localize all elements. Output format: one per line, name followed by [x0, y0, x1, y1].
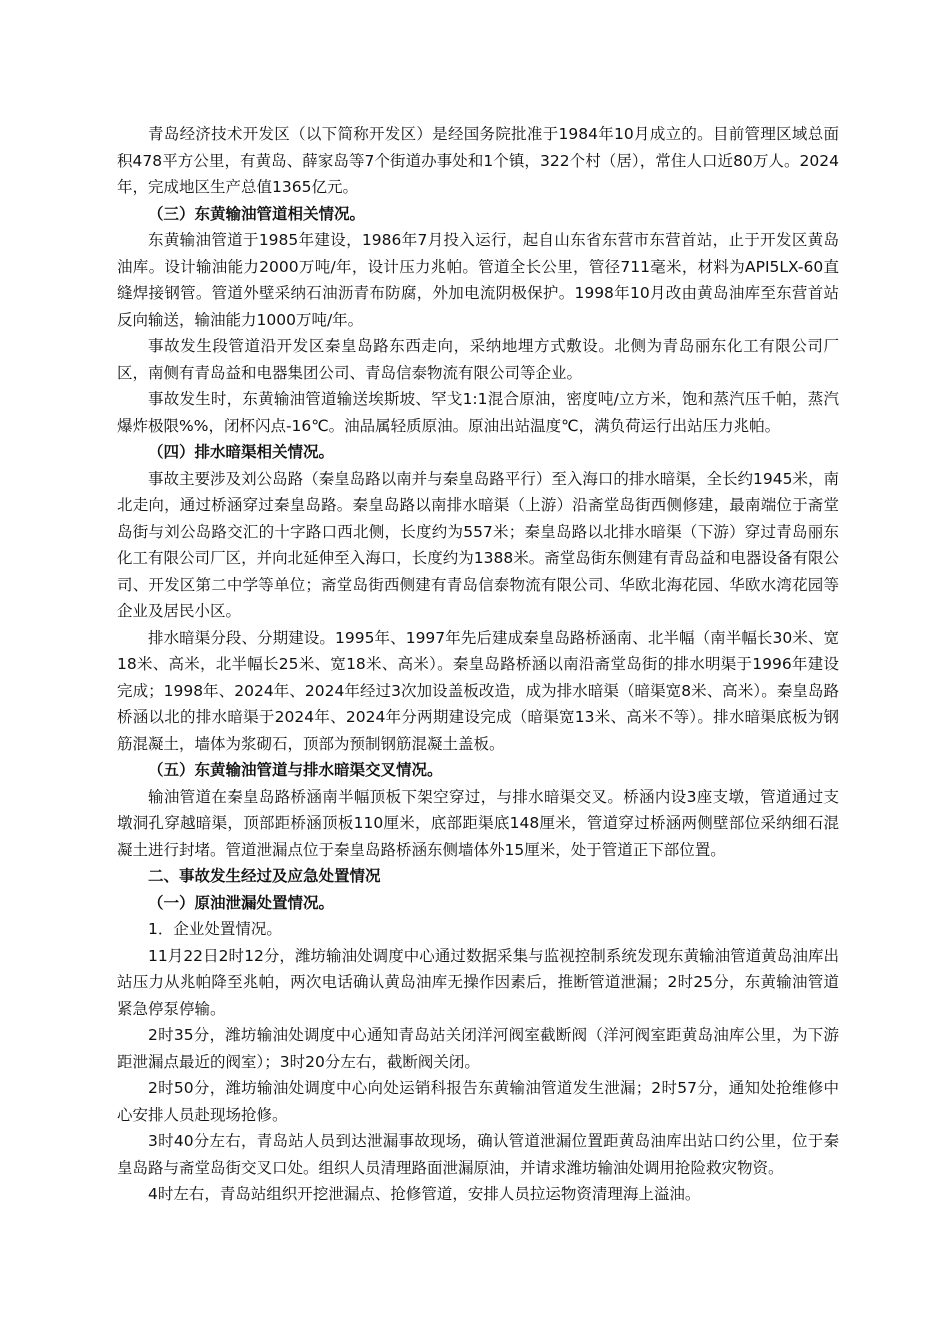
paragraph: 2时50分，潍坊输油处调度中心向处运销科报告东黄输油管道发生泄漏；2时57分，通知处抢维修中心安排人员赴现场抢修。 [117, 1079, 839, 1124]
paragraph: 3时40分左右，青岛站人员到达泄漏事故现场，确认管道泄漏位置距黄岛油库出站口约公里，位于秦皇岛路与斋堂岛街交叉口处。组织人员清理路面泄漏原油，并请求潍坊输油处调用抢险救灾物资。 [117, 1132, 839, 1177]
section-heading: （一）原油泄漏处置情况。 [148, 893, 335, 912]
paragraph: 2时35分，潍坊输油处调度中心通知青岛站关闭洋河阀室截断阀（洋河阀室距黄岛油库公里，为下游距泄漏点最近的阀室）；3时20分左右，截断阀关闭。 [117, 1026, 839, 1071]
paragraph: 11月22日2时12分，潍坊输油处调度中心通过数据采集与监视控制系统发现东黄输油管道黄岛油库出站压力从兆帕降至兆帕，两次电话确认黄岛油库无操作因素后，推断管道泄漏；2时25分，东黄输油管道紧急停泵停输。 [117, 946, 839, 1018]
section-heading: （三）东黄输油管道相关情况。 [148, 204, 366, 223]
section-heading: （五）东黄输油管道与排水暗渠交叉情况。 [148, 761, 443, 779]
chapter-heading: 二、事故发生经过及应急处置情况 [148, 867, 381, 885]
paragraph: 青岛经济技术开发区（以下简称开发区）是经国务院批准于1984年10月成立的。目前管理区域总面积478平方公里，有黄岛、薛家岛等7个街道办事处和1个镇，322个村（居），常住人口近80万人。2024年，完成地区生产总值1365亿元。 [117, 125, 839, 196]
paragraph: 东黄输油管道于1985年建设，1986年7月投入运行，起自山东省东营市东营首站，止于开发区黄岛油库。设计输油能力2000万吨/年，设计压力兆帕。管道全长公里，管径711毫米，材料为API5LX-60直缝焊接钢管。管道外壁采纳石油沥青布防腐，外加电流阴极保护。1998年10月改由黄岛油库至东营首站反向输送，输油能力1000万吨/年。 [117, 231, 839, 329]
paragraph: 输油管道在秦皇岛路桥涵南半幅顶板下架空穿过，与排水暗渠交叉。桥涵内设3座支墩，管道通过支墩洞孔穿越暗渠，顶部距桥涵顶板110厘米，底部距渠底148厘米，管道穿过桥涵两侧壁部位采纳细石混凝土进行封堵。管道泄漏点位于秦皇岛路桥涵东侧墙体外15厘米，处于管道正下部位置。 [117, 787, 839, 859]
paragraph: 事故主要涉及刘公岛路（秦皇岛路以南并与秦皇岛路平行）至入海口的排水暗渠，全长约1945米，南北走向，通过桥涵穿过秦皇岛路。秦皇岛路以南排水暗渠（上游）沿斋堂岛街西侧修建，最南端位于斋堂岛街与刘公岛路交汇的十字路口西北侧，长度约为557米；秦皇岛路以北排水暗渠（下游）穿过青岛丽东化工有限公司厂区，并向北延伸至入海口，长度约为1388米。斋堂岛街东侧建有青岛益和电器设备有限公司、开发区第二中学等单位；斋堂岛街西侧建有青岛信泰物流有限公司、华欧北海花园、华欧水湾花园等企业及居民小区。 [117, 469, 839, 620]
document-body [117, 121, 839, 1208]
subsection-heading: 1．企业处置情况。 [148, 920, 282, 938]
section-heading: （四）排水暗渠相关情况。 [148, 443, 335, 461]
paragraph: 4时左右，青岛站组织开挖泄漏点、抢修管道，安排人员拉运物资清理海上溢油。 [148, 1185, 701, 1203]
paragraph: 事故发生段管道沿开发区秦皇岛路东西走向，采纳地埋方式敷设。北侧为青岛丽东化工有限公司厂区，南侧有青岛益和电器集团公司、青岛信泰物流有限公司等企业。 [117, 337, 839, 382]
paragraph: 排水暗渠分段、分期建设。1995年、1997年先后建成秦皇岛路桥涵南、北半幅（南半幅长30米、宽18米、高米，北半幅长25米、宽18米、高米）。秦皇岛路桥涵以南沿斋堂岛街的排水明渠于1996年建设完成；1998年、2024年、2024年经过3次加设盖板改造，成为排水暗渠（暗渠宽8米、高米）。秦皇岛路桥涵以北的排水暗渠于2024年、2024年分两期建设完成（暗渠宽13米、高米不等）。排水暗渠底板为钢筋混凝土，墙体为浆砌石，顶部为预制钢筋混凝土盖板。 [117, 628, 839, 753]
paragraph: 事故发生时，东黄输油管道输送埃斯坡、罕戈1:1混合原油，密度吨/立方米，饱和蒸汽压千帕，蒸汽爆炸极限%%，闭杯闪点-16℃。油品属轻质原油。原油出站温度℃，满负荷运行出站压力兆帕。 [117, 390, 839, 435]
